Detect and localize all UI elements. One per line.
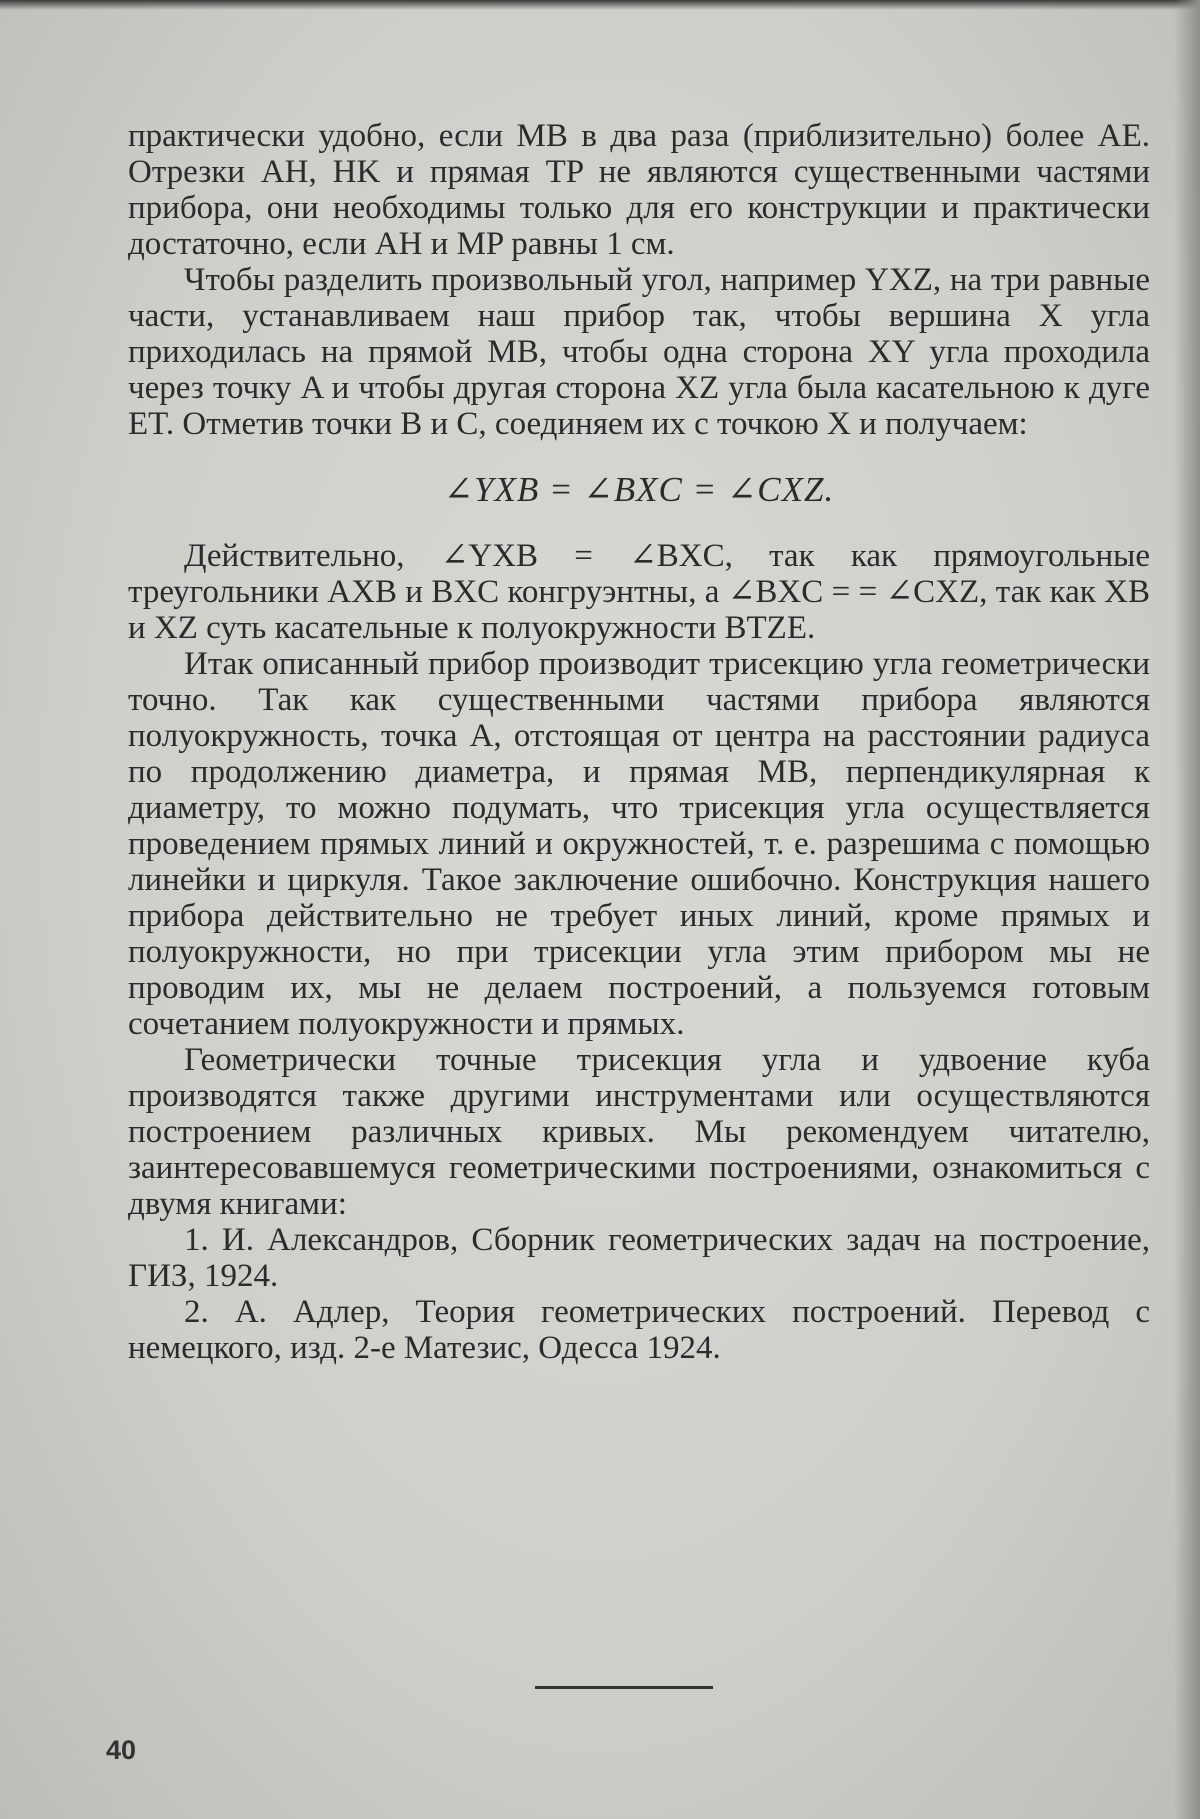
angle-equation: ∠YXB = ∠BXC = ∠CXZ. bbox=[443, 470, 835, 509]
paragraph-intro: практически удобно, если MB в два раза (приблизительно) более AE. Отрезки AH, HK и прямая TP не являются существенными частями прибора, они необходимы только для его конструкции и практически достаточно, если AH и MP равны 1 см. bbox=[128, 118, 1150, 262]
paragraph-conclusion: Итак описанный прибор производит трисекцию угла геометрически точно. Так как существенными частями прибора являются полуокружность, точка A, отстоящая от центра на расстоянии радиуса по продолжению диаметра, и прямая MB, перпендикулярная к диаметру, то можно подумать, что трисекция угла осуществляется проведением прямых линий и окружностей, т. е. разрешима с помощью линейки и циркуля. Такое заключение ошибочно. Конструкция нашего прибора действительно не требует иных линий, кроме прямых и полуокружности, но при трисекции угла этим прибором мы не проводим их, мы не делаем построений, а пользуемся готовым сочетанием полуокружности и прямых. bbox=[128, 646, 1150, 1042]
section-divider bbox=[535, 1686, 713, 1689]
body-text bbox=[128, 118, 1150, 1366]
paragraph-method: Чтобы разделить произвольный угол, например YXZ, на три равные части, устанавливаем наш прибор так, чтобы вершина X угла приходилась на прямой MB, чтобы одна сторона XY угла проходила через точку A и чтобы другая сторона XZ угла была касательною к дуге ET. Отметив точки B и C, соединяем их с точкою X и получаем: bbox=[128, 262, 1150, 442]
paragraph-proof: Действительно, ∠YXB = ∠BXC, так как прямоугольные треугольники AXB и BXC конгруэнтны, а ∠BXC = = ∠CXZ, так как XB и XZ суть касательные к полуокружности BTZE. bbox=[128, 538, 1150, 646]
paragraph-recommendation: Геометрически точные трисекция угла и удвоение куба производятся также другими инструментами или осуществляются построением различных кривых. Мы рекомендуем читателю, заинтересовавшемуся геометрическими построениями, ознакомиться с двумя книгами: bbox=[128, 1042, 1150, 1222]
page-number: 40 bbox=[106, 1735, 137, 1765]
reference-2: 2. А. Адлер, Теория геометрических построений. Перевод с немецкого, изд. 2-е Матезис, Одесса 1924. bbox=[128, 1294, 1150, 1366]
reference-1: 1. И. Александров, Сборник геометрических задач на построение, ГИЗ, 1924. bbox=[128, 1222, 1150, 1294]
